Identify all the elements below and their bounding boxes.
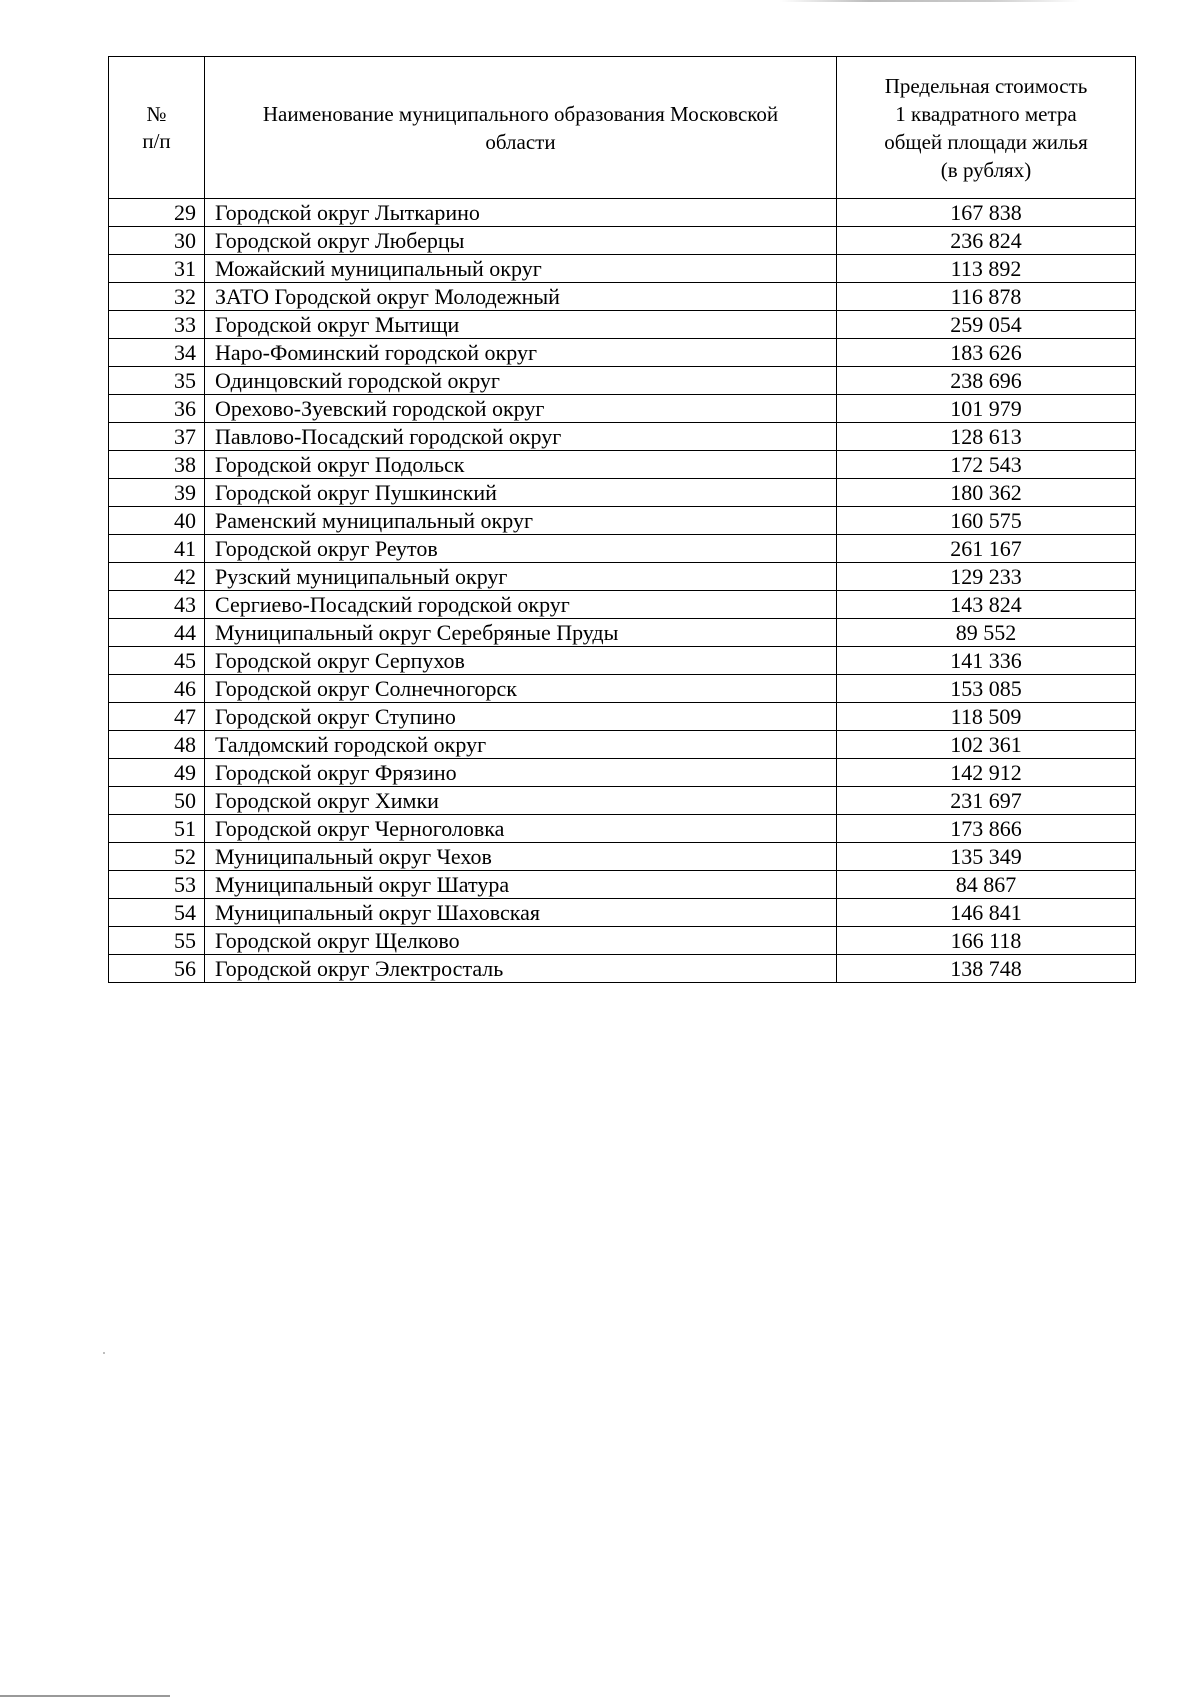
row-price: 236 824	[837, 227, 1136, 255]
row-price: 160 575	[837, 507, 1136, 535]
table-row	[109, 507, 1136, 535]
row-municipality-name: Орехово-Зуевский городской округ	[205, 395, 837, 423]
row-price: 101 979	[837, 395, 1136, 423]
row-price: 238 696	[837, 367, 1136, 395]
row-number: 53	[109, 871, 205, 899]
table-row	[109, 535, 1136, 563]
row-number: 36	[109, 395, 205, 423]
table-row	[109, 759, 1136, 787]
row-price: 102 361	[837, 731, 1136, 759]
row-price: 166 118	[837, 927, 1136, 955]
row-price: 146 841	[837, 899, 1136, 927]
row-municipality-name: Городской округ Фрязино	[205, 759, 837, 787]
row-number: 45	[109, 647, 205, 675]
table-row	[109, 591, 1136, 619]
row-municipality-name: Городской округ Щелково	[205, 927, 837, 955]
header-number-line: п/п	[142, 128, 171, 153]
row-number: 34	[109, 339, 205, 367]
table-row	[109, 647, 1136, 675]
table-row	[109, 955, 1136, 983]
row-price: 259 054	[837, 311, 1136, 339]
header-price-line: общей площади жилья	[884, 129, 1088, 154]
row-number: 40	[109, 507, 205, 535]
row-number: 51	[109, 815, 205, 843]
row-price: 173 866	[837, 815, 1136, 843]
row-number: 37	[109, 423, 205, 451]
price-table	[108, 56, 1136, 983]
row-municipality-name: Городской округ Реутов	[205, 535, 837, 563]
header-price-line: Предельная стоимость	[884, 73, 1088, 98]
row-price: 89 552	[837, 619, 1136, 647]
row-municipality-name: Городской округ Серпухов	[205, 647, 837, 675]
table-row	[109, 227, 1136, 255]
row-municipality-name: Городской округ Подольск	[205, 451, 837, 479]
row-municipality-name: Можайский муниципальный округ	[205, 255, 837, 283]
table-row	[109, 843, 1136, 871]
row-number: 55	[109, 927, 205, 955]
row-municipality-name: Городской округ Солнечногорск	[205, 675, 837, 703]
scan-artifact-top	[780, 0, 1080, 2]
table-row	[109, 787, 1136, 815]
row-municipality-name: Талдомский городской округ	[205, 731, 837, 759]
row-price: 129 233	[837, 563, 1136, 591]
row-price: 138 748	[837, 955, 1136, 983]
row-number: 50	[109, 787, 205, 815]
row-municipality-name: Городской округ Мытищи	[205, 311, 837, 339]
table-row	[109, 815, 1136, 843]
row-municipality-name: Одинцовский городской округ	[205, 367, 837, 395]
row-number: 35	[109, 367, 205, 395]
row-number: 52	[109, 843, 205, 871]
row-number: 42	[109, 563, 205, 591]
row-price: 153 085	[837, 675, 1136, 703]
row-number: 56	[109, 955, 205, 983]
row-price: 128 613	[837, 423, 1136, 451]
row-number: 39	[109, 479, 205, 507]
table-body	[109, 199, 1136, 983]
row-municipality-name: Городской округ Пушкинский	[205, 479, 837, 507]
row-price: 141 336	[837, 647, 1136, 675]
header-name	[205, 57, 837, 199]
row-number: 46	[109, 675, 205, 703]
row-number: 38	[109, 451, 205, 479]
scan-artifact-bottom	[0, 1695, 170, 1697]
table-row	[109, 675, 1136, 703]
row-municipality-name: Городской округ Люберцы	[205, 227, 837, 255]
row-price: 180 362	[837, 479, 1136, 507]
row-number: 33	[109, 311, 205, 339]
row-number: 41	[109, 535, 205, 563]
row-municipality-name: Городской округ Черноголовка	[205, 815, 837, 843]
row-price: 84 867	[837, 871, 1136, 899]
header-row	[109, 57, 1136, 199]
row-municipality-name: Городской округ Электросталь	[205, 955, 837, 983]
header-name-line: области	[485, 129, 556, 154]
header-number	[109, 57, 205, 199]
table-row	[109, 563, 1136, 591]
row-price: 135 349	[837, 843, 1136, 871]
row-price: 261 167	[837, 535, 1136, 563]
row-number: 32	[109, 283, 205, 311]
row-municipality-name: Муниципальный округ Шатура	[205, 871, 837, 899]
table-row	[109, 451, 1136, 479]
row-price: 113 892	[837, 255, 1136, 283]
table-row	[109, 395, 1136, 423]
row-municipality-name: Павлово-Посадский городской округ	[205, 423, 837, 451]
row-price: 167 838	[837, 199, 1136, 227]
row-number: 29	[109, 199, 205, 227]
row-number: 54	[109, 899, 205, 927]
table-row	[109, 339, 1136, 367]
row-price: 142 912	[837, 759, 1136, 787]
row-price: 183 626	[837, 339, 1136, 367]
table-row	[109, 927, 1136, 955]
row-municipality-name: Муниципальный округ Чехов	[205, 843, 837, 871]
row-number: 30	[109, 227, 205, 255]
header-price	[837, 57, 1136, 199]
row-number: 43	[109, 591, 205, 619]
row-municipality-name: Рузский муниципальный округ	[205, 563, 837, 591]
row-municipality-name: ЗАТО Городской округ Молодежный	[205, 283, 837, 311]
row-number: 44	[109, 619, 205, 647]
table-row	[109, 423, 1136, 451]
table-row	[109, 479, 1136, 507]
header-name-line: Наименование муниципального образования Московской	[262, 101, 779, 126]
header-price-line: (в рублях)	[940, 157, 1032, 182]
header-price-line: 1 квадратного метра	[895, 101, 1077, 126]
table-row	[109, 871, 1136, 899]
scan-artifact-dot	[103, 1352, 105, 1354]
table-row	[109, 367, 1136, 395]
row-number: 48	[109, 731, 205, 759]
row-municipality-name: Городской округ Ступино	[205, 703, 837, 731]
table-row	[109, 199, 1136, 227]
header-number-line: №	[146, 101, 167, 126]
table-header	[109, 57, 1136, 199]
table-row	[109, 703, 1136, 731]
row-municipality-name: Муниципальный округ Серебряные Пруды	[205, 619, 837, 647]
row-municipality-name: Муниципальный округ Шаховская	[205, 899, 837, 927]
row-price: 143 824	[837, 591, 1136, 619]
row-municipality-name: Городской округ Лыткарино	[205, 199, 837, 227]
row-number: 47	[109, 703, 205, 731]
row-price: 116 878	[837, 283, 1136, 311]
table-row	[109, 619, 1136, 647]
row-municipality-name: Наро-Фоминский городской округ	[205, 339, 837, 367]
row-number: 49	[109, 759, 205, 787]
row-municipality-name: Сергиево-Посадский городской округ	[205, 591, 837, 619]
table-row	[109, 255, 1136, 283]
row-municipality-name: Городской округ Химки	[205, 787, 837, 815]
row-price: 231 697	[837, 787, 1136, 815]
table-row	[109, 283, 1136, 311]
table-row	[109, 731, 1136, 759]
row-municipality-name: Раменский муниципальный округ	[205, 507, 837, 535]
row-number: 31	[109, 255, 205, 283]
table-row	[109, 899, 1136, 927]
table-row	[109, 311, 1136, 339]
row-price: 118 509	[837, 703, 1136, 731]
row-price: 172 543	[837, 451, 1136, 479]
